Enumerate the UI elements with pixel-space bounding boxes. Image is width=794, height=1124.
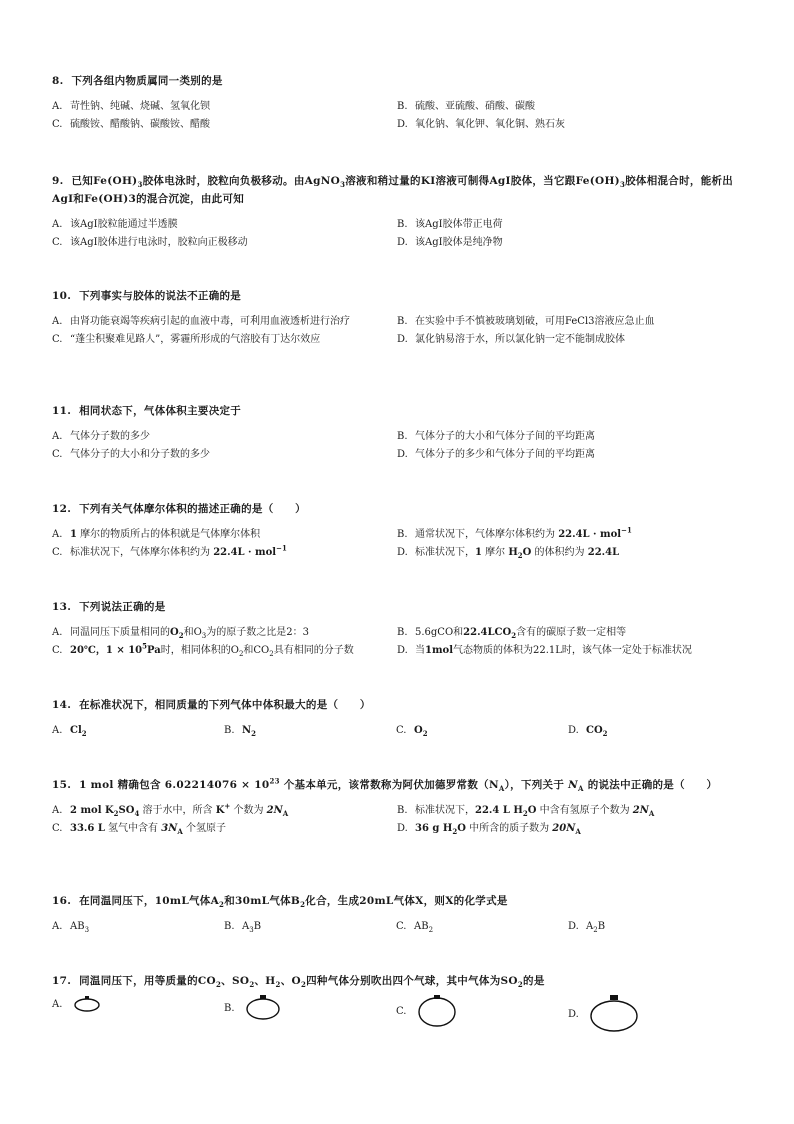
question-12	[52, 500, 742, 562]
option-a[interactable]: A. $Cl_2$	[52, 725, 87, 738]
question-stem: 11. 相同状态下，气体体积主要决定于	[52, 405, 242, 417]
option-c[interactable]: C. “蓬尘积聚难见路人”，雾霾所形成的气溶胶有丁达尔效应	[52, 334, 321, 345]
option-b[interactable]: B. 5.6gCO和$22.4LCO_2$含有的碳原子数一定相等	[397, 627, 627, 640]
option-a[interactable]: A. 2 mol $K_2SO_4$ 溶于水中，所含 K+ 个数为 $2N_A$	[52, 801, 289, 818]
option-d[interactable]: D.	[568, 994, 740, 1034]
option-b[interactable]: B. 气体分子的大小和气体分子间的平均距离	[397, 431, 595, 442]
question-stem: 14. 在标准状况下，相同质量的下列气体中体积最大的是（ ）	[52, 699, 371, 711]
option-a[interactable]: A. 1 摩尔的物质所占的体积就是气体摩尔体积	[52, 529, 261, 540]
option-c[interactable]: C. 硫酸铵、醋酸钠、碳酸铵、醋酸	[52, 119, 210, 130]
option-d[interactable]: D. 该AgI胶体是纯净物	[397, 237, 503, 248]
option-d[interactable]: D. 标准状况下，1 摩尔 $H_2O$ 的体积约为 22.4L	[397, 547, 620, 560]
option-b[interactable]: B.	[224, 994, 396, 1022]
option-c[interactable]: C. 20℃，$1 \times 10^5Pa$时，相同体积的$O_2$和$CO_2$具有相同的分子数	[52, 641, 354, 658]
balloon-medium-icon	[245, 994, 295, 1022]
option-c[interactable]: C. 气体分子的大小和分子数的多少	[52, 449, 210, 460]
question-stem: 12. 下列有关气体摩尔体积的描述正确的是（ ）	[52, 503, 306, 515]
option-b[interactable]: B. 标准状况下，22.4 L $H_2O$ 中含有氢原子个数为 $2N_A$	[397, 805, 655, 818]
option-a[interactable]: A. 该AgI胶粒能通过半透膜	[52, 219, 178, 230]
question-14	[52, 696, 742, 740]
question-stem: 10. 下列事实与胶体的说法不正确的是	[52, 290, 242, 302]
option-d[interactable]: D. 36 g $H_2O$ 中所含的质子数为 $20N_A$	[397, 823, 581, 836]
question-17	[52, 972, 742, 1034]
question-11	[52, 402, 742, 464]
option-b[interactable]: B. $A_3B$	[224, 921, 262, 934]
option-d[interactable]: D. $CO_2$	[568, 725, 608, 738]
balloon-small-icon	[73, 994, 113, 1014]
option-b[interactable]: B. 通常状况下，气体摩尔体积约为 22.4L · mol$^{-1}$	[397, 525, 632, 540]
question-9	[52, 172, 742, 252]
option-d[interactable]: D. 氧化钠、氧化钾、氧化铜、熟石灰	[397, 119, 565, 130]
option-d[interactable]: D. $A_2B$	[568, 921, 606, 934]
option-b[interactable]: B. 硫酸、亚硫酸、硝酸、碳酸	[397, 101, 535, 112]
question-stem: 13. 下列说法正确的是	[52, 601, 166, 613]
question-stem: 15. 1 mol 精确包含 $6.02214076 \times 10^{23}$ 个基本单元，该常数称为阿伏加德罗常数$(N_A)$，下列关于 $N_A$ 的说法中正确的是（ ）	[52, 776, 718, 794]
option-c[interactable]: C.	[396, 994, 568, 1028]
question-15	[52, 776, 742, 838]
option-a[interactable]: A. $AB_3$	[52, 921, 90, 934]
balloon-large-icon	[417, 994, 473, 1028]
question-16	[52, 892, 742, 936]
option-b[interactable]: B. $N_2$	[224, 725, 257, 738]
question-stem: 17. 同温同压下，用等质量的$CO_2$、$SO_2$、$H_2$、$O_2$四种气体分别吹出四个气球，其中气体为$SO_2$的是	[52, 975, 545, 990]
option-d[interactable]: D. 气体分子的多少和气体分子间的平均距离	[397, 449, 595, 460]
option-c[interactable]: C. 该AgI胶体进行电泳时，胶粒向正极移动	[52, 237, 248, 248]
question-stem: 16. 在同温同压下，10mL气体$A_2$和30mL气体$B_2$化合，生成20mL气体X，则X的化学式是	[52, 895, 508, 910]
question-8	[52, 72, 742, 134]
option-c[interactable]: C. 标准状况下，气体摩尔体积约为 22.4L · mol$^{-1}$	[52, 543, 287, 558]
option-a[interactable]: A. 同温同压下质量相同的$O_2$和$O_3$为的原子数之比是2：3	[52, 627, 309, 640]
question-13	[52, 598, 742, 660]
question-stem: 9. 已知$Fe(OH)_3$胶体电泳时，胶粒向负极移动。由AgNO$_3$溶液和稍过量的KI溶液可制得AgI胶体，当它跟$Fe(OH)_3$胶体相混合时，能析出AgI和Fe(OH)3的混合沉淀，由此可知	[52, 175, 734, 205]
option-a[interactable]: A. 由肾功能衰竭等疾病引起的血液中毒，可利用血液透析进行治疗	[52, 316, 350, 327]
option-a[interactable]: A. 苛性钠、纯碱、烧碱、氢氧化钡	[52, 101, 210, 112]
option-c[interactable]: C. 33.6 L 氢气中含有 $3N_A$ 个氢原子	[52, 823, 226, 836]
option-c[interactable]: C. $O_2$	[396, 725, 428, 738]
option-d[interactable]: D. 当1mol气态物质的体积为22.1L时，该气体一定处于标准状况	[397, 645, 692, 656]
option-c[interactable]: C. $AB_2$	[396, 921, 434, 934]
balloon-largest-icon	[589, 994, 655, 1034]
option-b[interactable]: B. 该AgI胶体带正电荷	[397, 219, 503, 230]
question-stem: 8. 下列各组内物质属同一类别的是	[52, 75, 223, 87]
option-a[interactable]: A. 气体分子数的多少	[52, 431, 150, 442]
option-a[interactable]: A.	[52, 994, 224, 1014]
option-d[interactable]: D. 氯化钠易溶于水，所以氯化钠一定不能制成胶体	[397, 334, 625, 345]
option-b[interactable]: B. 在实验中手不慎被玻璃划破，可用FeCl3溶液应急止血	[397, 316, 655, 327]
question-10	[52, 287, 742, 349]
